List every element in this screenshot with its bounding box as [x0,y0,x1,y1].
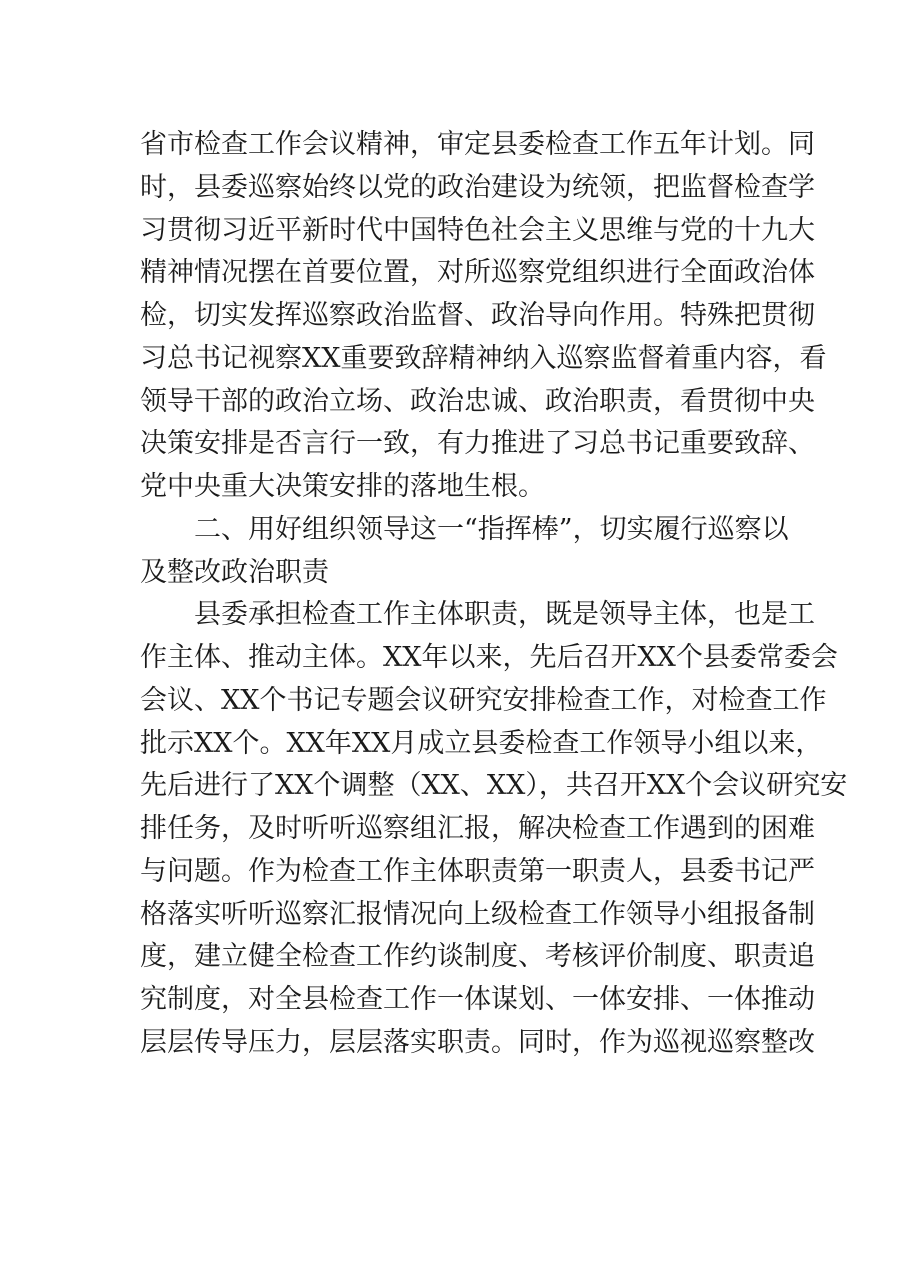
paragraph-3-line: 层层传导压力，层层落实职责。同时，作为巡视巡察整改 [140,1026,815,1058]
paragraph-1-line: 习贯彻习近平新时代中国特色社会主义思维与党的十九大 [140,214,815,246]
paragraph-3-line: 度，建立健全检查工作约谈制度、考核评价制度、职责追 [140,941,815,973]
paragraph-1-line: 决策安排是否言行一致，有力推进了习总书记重要致辞、 [140,428,815,460]
paragraph-1-line: 党中央重大决策安排的落地生根。 [140,471,545,502]
paragraph-3-line: 县委承担检查工作主体职责，既是领导主体，也是工 [194,599,815,631]
section-heading-line: 及整改政治职责 [140,556,329,588]
paragraph-3-line: 排任务，及时听听巡察组汇报，解决检查工作遇到的困难 [140,813,815,844]
section-heading-line: 二、用好组织领导这一“指挥棒”，切实履行巡察以 [194,513,789,545]
paragraph-3-line: 究制度，对全县检查工作一体谋划、一体安排、一体推动 [140,984,815,1015]
paragraph-3-line: 格落实听听巡察汇报情况向上级检查工作领导小组报备制 [140,898,815,930]
paragraph-3-line: 先后进行了XX个调整（XX、XX），共召开XX个会议研究安 [140,770,848,802]
paragraph-1-line: 精神情况摆在首要位置，对所巡察党组织进行全面政治体 [140,257,815,289]
paragraph-1-line: 检，切实发挥巡察政治监督、政治导向作用。特殊把贯彻 [140,300,815,331]
paragraph-3-line: 与问题。作为检查工作主体职责第一职责人，县委书记严 [140,855,815,887]
paragraph-1-line: 领导干部的政治立场、政治忠诚、政治职责，看贯彻中央 [140,385,815,417]
paragraph-3-line: 会议、XX个书记专题会议研究安排检查工作，对检查工作 [140,684,827,716]
paragraph-1-line: 习总书记视察XX重要致辞精神纳入巡察监督着重内容，看 [140,342,827,374]
document-body [140,124,848,1065]
paragraph-1-line: 省市检查工作会议精神，审定县委检查工作五年计划。同 [140,129,815,160]
paragraph-3-line: 作主体、推动主体。XX年以来，先后召开XX个县委常委会 [140,642,838,673]
paragraph-1-line: 时，县委巡察始终以党的政治建设为统领，把监督检查学 [140,171,815,203]
paragraph-3-line: 批示XX个。XX年XX月成立县委检查工作领导小组以来， [140,727,823,759]
